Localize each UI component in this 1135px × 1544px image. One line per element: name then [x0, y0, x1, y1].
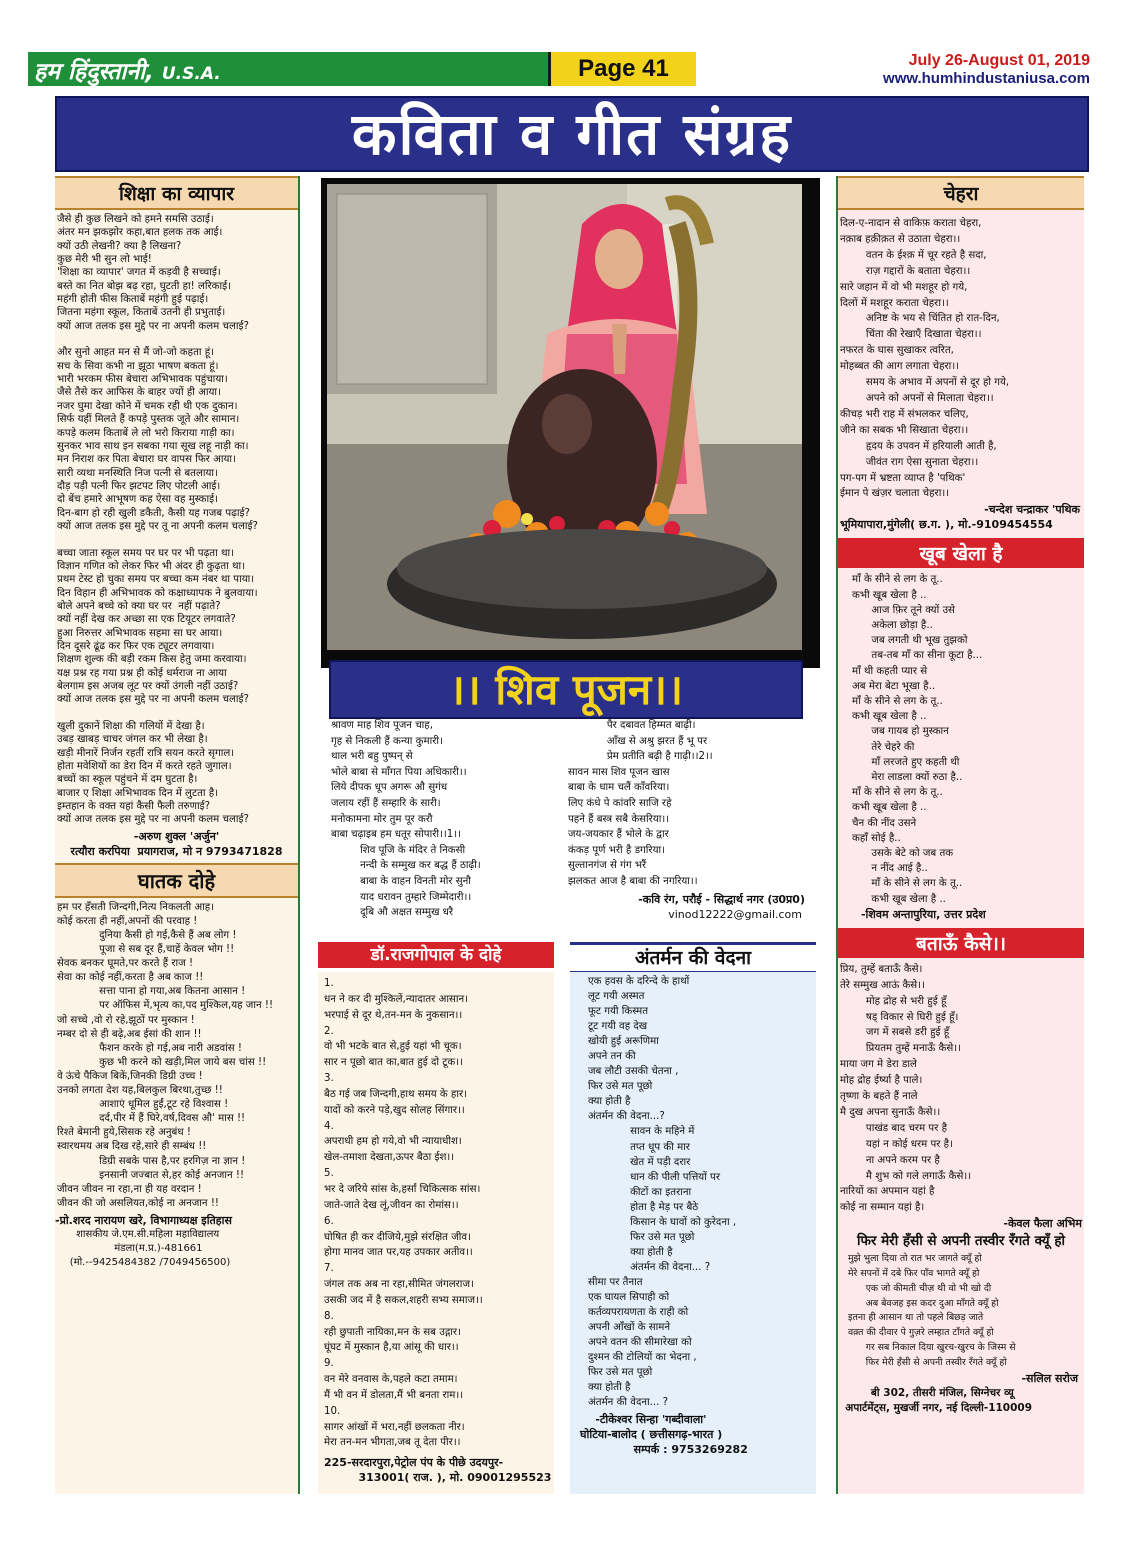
poem-author-address: रत्यौरा करपिया प्रयागराज, मो न 9793471828	[70, 844, 283, 858]
poem-author: -चन्देश चन्द्राकर 'पथिक	[984, 503, 1080, 517]
photo-frame	[321, 178, 820, 668]
dohe-title: डॉ.राजगोपाल के दोहे	[318, 942, 554, 968]
section-banner	[55, 96, 1089, 172]
poem-author: -प्रो.शरद नारायण खरे, विभागाध्यक्ष इतिहास	[55, 1213, 232, 1227]
antarman-box	[570, 972, 816, 1494]
shiv-poem-author: -कवि रंग, परौई - सिद्धार्थ नगर (उ0प्र0)	[638, 893, 805, 906]
poem-title: फिर मेरी हँसी से अपनी तस्वीर रँगते क्यूँ हो	[856, 1233, 1065, 1250]
shiv-poem-left-stanza: श्रावण माह शिव पूजन चाह, गृह से निकली हैं कन्या कुमारी। थाल भरी बहु पुष्पन् से भोले बाबा से माँगत पिया अधिकारी।। लिये दीपक धूप अगरू औ सुगंध जलाय रहीं हैं सम्हारि के सारी। मनोकामना मोर तुम पूर करौ बाबा चढ़ाइब हम धतूर सोपारी।।1।। शिव पूजि के मंदिर ते निकसी नन्दी के सम्मुख कर बद्ध हैं ठाढ़ी। बाबा के वाहन विनती मोर सुनौ याद धरावन तुम्हारे जिम्मेदारी।। दूबि औ अक्षत सम्मुख धरै	[331, 720, 481, 919]
issue-date: July 26-August 01, 2019	[908, 52, 1090, 69]
left-column	[55, 176, 300, 1494]
poem-title: शिक्षा का व्यापार	[55, 176, 298, 210]
dohe-author-address: 225-सरदारपुरा,पेट्रोल पंप के पीछे उदयपुर- 313001( राज. ), मो. 09001295523	[324, 1456, 552, 1485]
page-number: Page 41	[578, 55, 669, 82]
poem-author-address: भूमियापारा,मुंगेली( छ.ग. ), मो.-9109454554	[840, 518, 1053, 532]
poem-body: प्रिय, तुम्हें बताऊँ कैसे। तेरे सम्मुख आऊं कैसे।। मोह द्रोह से भरी हुई हूँ षड् विकार से घिरी हुई हूँ। जग में सबसे डरी हुई हूँ प्रियतम तुम्हें मनाऊँ कैसे।। माया जग मे डेरा डाले मोह द्रोह ईर्ष्या है पाले। तृष्णा के बहते हैं नाले मै दुख अपना सुनाऊँ कैसे।। पाखंड बाद चरम पर है यहां न कोई धरम पर है। ना अपने करम पर है मै शुभ को गले लगाऊँ कैसे।। नारियों का अपमान यहां है कोई ना सम्मान यहां है।	[840, 963, 972, 1214]
poem-body: माँ के सीने से लग के तू.. कभी खूब खेला है .. आज फ़िर तूने क्यों उसे अकेला छोड़ा है.. जब लगती थी भूख तुझको तब-तब माँ का सीना कूटा है... माँ थी कहती प्यार से अब मेरा बेटा भूखा है.. माँ के सीने से लग के तू.. कभी खूब खेला है .. जब गायब हो मुस्कान तेरे चेहरे की माँ लरजते हुए कहती थी मेरा लाडला क्यों रुठा है.. माँ के सीने से लग के तू.. कभी खूब खेला है .. चैन की नींद उसने कहाँ सोई है.. उसके बेटे को जब तक न नींद आई है.. माँ के सीने से लग के तू.. कभी खूब खेला है ..	[852, 574, 983, 905]
shiv-poem-title: ।। शिव पूजन।।	[448, 665, 684, 714]
poem-title: घातक दोहे	[55, 863, 298, 898]
section-title: कविता व गीत संग्रह	[351, 100, 793, 168]
poem-author-address: शासकीय जे.एम.सी.महिला महाविद्यालय मंडला(म.प्र.)-481661 (मो.--9425484382 /7049456500)	[69, 1228, 231, 1268]
shiv-poem-email[interactable]: vinod12222@gmail.com	[668, 908, 802, 921]
poem-author: -सलिल सरोज	[975, 1371, 1078, 1385]
shiv-poem-right-stanza: पैर दबावत हिम्मत बाढ़ी। आँख से अश्रु झरत हैं भू पर प्रेम प्रतीति बढ़ी है गाढ़ी।।2।। सावन मास शिव पूजन खास बाबा के धाम चलैं काँवरिया। लिए कंधे पे कांवरि साजि रहे पहने हैं बस्त्र सबै केसरिया।। जय-जयकार हैं भोले के द्वार कंकड़ पूर्ण भरी है डगरिया। सुल्तानगंज से गंग भरैं झलकत आज है बाबा की नगरिया।।	[568, 720, 713, 887]
poem-author: -केवल फैला अभिम	[972, 1217, 1082, 1231]
poem-body: मुझे भुला दिया तो रात भर जागते क्यूँ हो मेरे सपनों में दबे फिर पाँव भागते क्यूँ हो एक जो कीमती चीज़ थी वो भी खो दी अब बेवजह इस कदर दुआ माँगते क्यूँ हो इतना ही आसान था तो पहले बिछड़ जाते वक़्त की दीवार पे गुज़रे लम्हात टाँगते क्यूँ हो गर सब निकाल दिया खुरच-खुरच के जिस्म से फिर मेरी हँसी से अपनी तस्वीर रँगते क्यूँ हो	[848, 1253, 1016, 1368]
poem-body: दिल-ए-नादान से वाकिफ़ कराता चेहरा, नक़ाब हक़ीक़त से उठाता चेहरा।। वतन के ईश्क़ में चूर रहते है सदा, राज़ गद्दारों के बताता चेहरा।। सारे जहान में वो भी मशहूर हो गये, दिलों में मशहूर कराता चेहरा।। अनिष्ट के भय से चिंतित हो रात-दिन, चिंता की रेखाएँ दिखाता चेहरा।। नफरत के घास सुखाकर त्वरित, मोहब्बत की आग लगाता चेहरा।। समय के अभाव में अपनों से दूर हो गये, अपने को अपनों से मिलाता चेहरा।। कीचड़ भरी राह में संभलकर चलिए, जीने का सबक भी सिखाता चेहरा।। हृदय के उपवन में हरियाली आती है, जीवंत राग ऐसा सुनाता चेहरा।। पग-पग में भ्रष्टता व्याप्त है 'पथिक' ईमान पे खंज़र चलाता चेहरा।।	[840, 218, 1010, 500]
dohe-box	[318, 972, 554, 1494]
right-column	[836, 176, 1084, 1494]
poem-author: -शिवम अन्तापुरिया, उत्तर प्रदेश	[838, 907, 986, 921]
antarman-address: घोटिया-बालोद ( छत्तीसगढ़-भारत ) सम्पर्क : 9753269282	[580, 1428, 748, 1457]
poem-author: -अरुण शुक्ल 'अर्जुन'	[133, 829, 220, 843]
antarman-author: -टीकेश्वर सिन्हा 'गब्दीवाला'	[580, 1413, 707, 1427]
poem-title: चेहरा	[838, 176, 1084, 210]
poem-author-address: बी 302, तीसरी मंजिल, सिग्नेचर व्यू अपार्टमेंट्स, मुखर्जी नगर, नई दिल्ली-110009	[845, 1386, 1033, 1414]
poem-title: बताऊँ कैसे।।	[838, 928, 1084, 958]
paper-name-hindi: हम हिंदुस्तानी,	[34, 59, 154, 85]
masthead-bar	[28, 52, 548, 86]
dohe-body: 1. धन ने कर दी मुश्किलें,न्यादातर आसान। भरपाई से दूर थे,तन-मन के नुकसान।। 2. वो भी भटके बात से,हुई यहां भी चूक। सार न पूछो बात का,बात हुई दो टूक।। 3. बैठ गई जब जिन्दगी,हाथ समय के हार। यादों को करने पड़े,खुद सोलह सिंगार।। 4. अपराधी हम हो गये,वो भी न्यायाधीश। खेल-तमाशा देखता,ऊपर बैठा ईश।। 5. भर दे जरिये सांस के,हर्सां चिकित्सक सांस। जाते-जाते देख लूं,जीवन का रोमांस।। 6. घोषित ही कर दीजिये,मुझे संरक्षित जीव। होगा मानव जात पर,यह उपकार अतीव।। 7. जंगल तक अब ना रहा,सीमित जंगलराज। उसकी जद में है सकल,शहरी सभ्य समाज।। 8. रही छुपाती नायिका,मन के सब उद्गार। घूंघट में मुस्कान है,या आंसू की धार।। 9. वन मेरे वनवास के,पहले कटा तमाम। मैं भी वन में डोलता,मैं भी बनता राम।। 10. सागर आंखों में भरा,नहीं छलकता नीर। मेरा तन-मन भीगता,जब तू देता पीर।।	[324, 978, 483, 1449]
shiv-puja-photo	[327, 184, 802, 650]
antarman-body: एक हवस के दरिन्दे के हाथों लूट गयी अस्मत फूट गयी किस्मत टूट गयी वह देख खोयी हुई अरूणिमा अपने तन की जब लौटी उसकी चेतना , फिर उसे मत पूछो क्या होती है अंतर्मन की वेदना...? सावन के महिने में तप्त धूप की मार खेत में पड़ी दरार धान की पीली पत्तियों पर कीटों का इतराना होता है मेड़ पर बैठे किसान के घावों को कुरेदना , फिर उसे मत पूछो क्या होती है अंतर्मन की वेदना... ? सीमा पर तैनात एक घायल सिपाही को कर्तव्यपरायणता के राही को अपनी आँखों के सामने अपने वतन की सीमारेखा को दुश्मन की टोलियों का भेदना , फिर उसे मत पूछो क्या होती है अंतर्मन की वेदना... ?	[588, 976, 737, 1409]
paper-name	[34, 54, 221, 86]
poem-body: हम पर हँसती जिन्दगी,नित्य निकलती आह। कोई करता ही नहीं,अपनों की परवाह ! दुनिया कैसी हो गई,कैसे हैं अब लोग ! पूजा से सब दूर हैं,चाहें केवल भोग !! सेवक बनकर घूमते,पर करते हैं राज ! सेवा का कोई नहीं,करता है अब काज !! सत्ता पाना हो गया,अब कितना आसान ! पर ऑफिस में,भृत्य का,पद मुश्किल,यह जान !! जो सच्चे ,वो रो रहे,झूठों पर मुस्कान ! नम्बर दो से ही बढ़े,अब ईसां की शान !! फैशन करके हो गई,अब नारी अडवांस ! कुछ भी करने को खड़ी,मिल जाये बस चांस !! वे ऊंचे पैकिज बिकें,जिनकी डिग्री उच्च ! उनको लगता देश यह,बिलकुल बिरथा,तुच्छ !! आशाएं धूमिल हुईं,टूट रहे विश्वास ! दर्द,पीर में हैं घिरे,वर्ष,दिवस औ' मास !! रिश्ते बेमानी हुये,सिसक रहे अनुबंध ! स्वारथमय अब दिख रहे,सारे ही सम्बंध !! डिग्री सबके पास है,पर हरगिज़ ना ज्ञान ! इनसानी जज्बात से,हर कोई अनजान !! जीवन जीवन ना रहा,ना ही यह वरदान ! जीवन की जो असलियत,कोई ना अनजान !!	[57, 901, 274, 1209]
poem-title: खूब खेला है	[838, 538, 1084, 568]
paper-name-suffix: U.S.A.	[161, 64, 221, 84]
antarman-title: अंतर्मन की वेदना	[570, 942, 816, 974]
page-number-box	[548, 52, 696, 86]
photo-illustration	[327, 184, 802, 650]
poem-body: जैसे ही कुछ लिखने को हमने समसि उठाई। अंतर मन झकझोर कहा,बात हलक तक आई। क्यों उठी लेखनी? क्या है लिखना? कुछ मेरी भी सुन लो भाई! 'शिक्षा का व्यापार' जगत में कड़वी है सच्चाई। बस्ते का नित बोझ बढ़ रहा, घुटती हा! लरिकाई। महंगी होती फीस किताबें महंगी हुई पढ़ाई। जितना महंगा स्कूल, किताबें उतनी ही प्रभुताई। क्यों आज तलक इस मुद्दे पर ना अपनी कलम चलाई? और सुनो आहत मन से मैं जो-जो कहता हूं। सच के सिवा कभी ना झूठा भाषण बकता हूं। भारी भरकम फीस बेचारा अभिभावक पहुंचाया। जैसे तैसे कर आफिस के बाहर ज्यों ही आया। नजर घुमा देखा कोने में चमक रही थी एक दुकान। सिर्फ यहीं मिलते हैं कपड़े पुस्तक जूते और सामान। कपड़े कलम किताबें ले लो भरो किराया गाड़ी का। सुनकर भाव साथ इन सबका गया सूख लहू नाड़ी का। मन निराश कर पिता बेचारा घर वापस फिर आया। सारी व्यथा मनस्थिति निज पत्नी से बतलाया। दौड़ पड़ी पत्नी फिर झटपट लिए पोटली आई। दो बेंच हमारे आभूषण कह ऐसा वह मुस्काई। दिन-बाग हो रही खुली डकैती, कैसी यह गजब पढ़ाई? क्यों आज तलक इस मुद्दे पर तू ना अपनी कलम चलाई? बच्चा जाता स्कूल समय पर घर पर भी पढ़ता था। विज्ञान गणित को लेकर फिर भी अंदर ही कुढ़ता था। प्रथम टेस्ट हो चुका समय पर बच्चा कम नंबर था पाया। दिन विहान ही अभिभावक को कक्षाध्यापक ने बुलवाया। बोले अपने बच्चे को क्या घर पर नहीं पढ़ाते? क्यों नहीं देख कर अच्छा सा एक टियूटर लगवाते? हुआ निरुत्तर अभिभावक सहमा सा घर आया। दिन दूसरे ढूंढ कर फिर एक ट्यूटर लगवाया। शिक्षण शुल्क की बड़ी रकम किस हेतु जमा करवाया। यक्ष प्रश्न रह गया प्रश्न ही कोई धर्मराज ना आया बेलगाम इस अजब लूट पर क्यों उंगली नहीं उठाई? क्यों आज तलक इस मुद्दे पर ना अपनी कलम चलाई? खुली दुकानें शिक्षा की गलियों में देखा है। उबड़ खाबड़ चाचर जंगल कर भी लेखा है। खड़ी मीनारें निर्जन रहतीं रात्रि सयन करते सृगाल। होता मवेशियों का डेरा दिन में करते रहते जुगाल। बच्चों का स्कूल पहुंचने में दम घुटता है। बाजार ए शिक्षा अभिभावक दिन में लुटता है। इम्तहान के वक्त यहां कैसी फैली तरुणाई? क्यों आज तलक इस मुद्दे पर ना अपनी कलम चलाई?	[57, 214, 258, 826]
website-link[interactable]: www.humhindustaniusa.com	[883, 70, 1090, 87]
shiv-poem-banner	[329, 660, 803, 719]
